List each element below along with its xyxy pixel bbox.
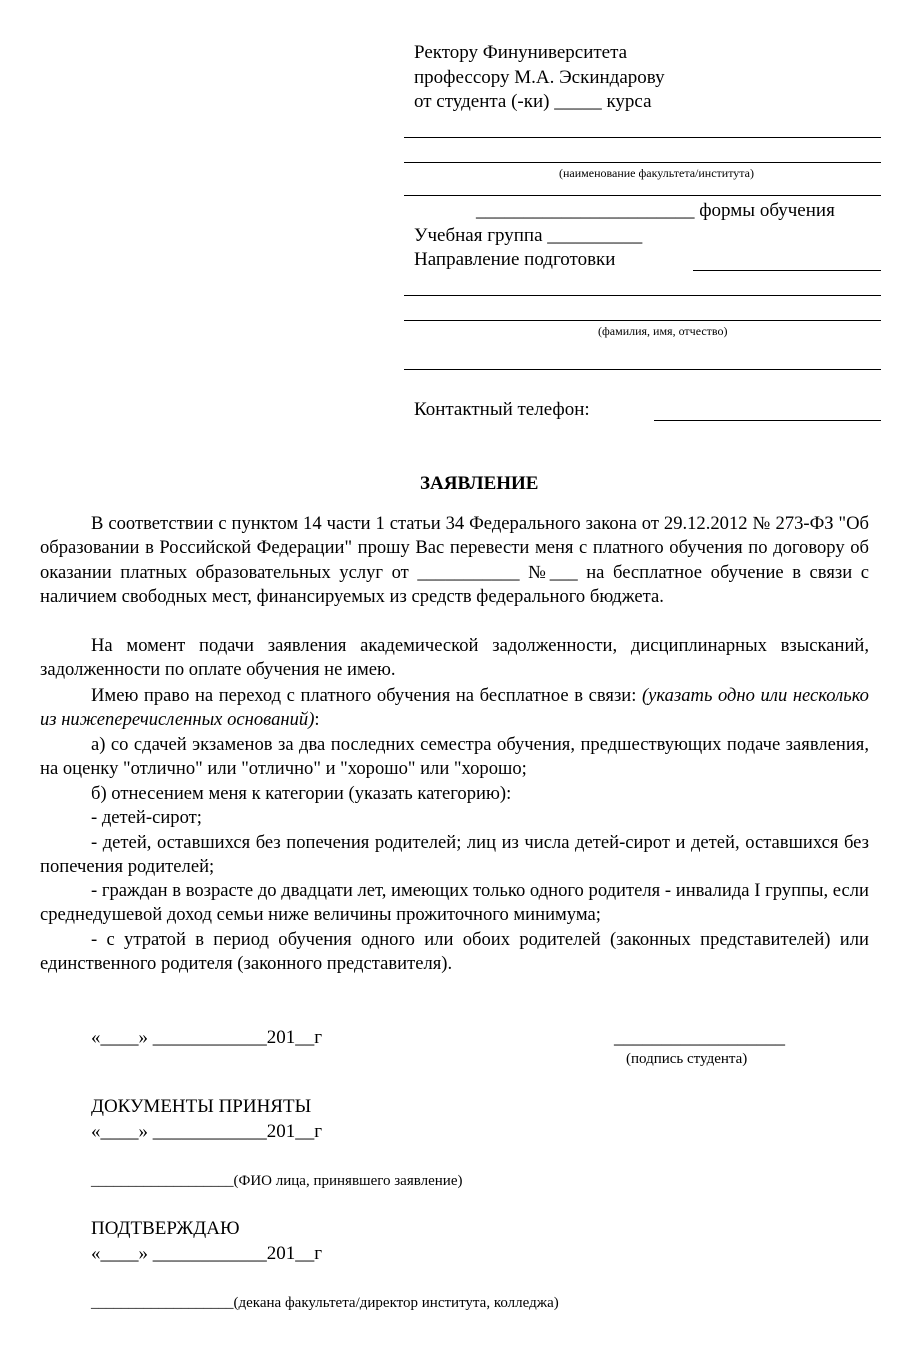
paragraph-loss-of-parents-text: - с утратой в период обучения одного или обоих родителей (законных представителей) или единственного родителя (законного представителя). [40, 929, 869, 975]
paragraph-legal-basis [40, 512, 869, 609]
study-form-line: _______________________ формы обучения [476, 200, 835, 221]
faculty-blank-line-2 [404, 162, 881, 163]
direction-blank-line [693, 270, 881, 271]
accepted-date-line: «____» ____________201__г [91, 1121, 323, 1142]
paragraph-right-italic: (указать одно или несколько из нижеперечисленных оснований) [40, 685, 869, 731]
paragraph-orphans-text: - детей-сирот; [91, 807, 202, 828]
documents-accepted-heading: ДОКУМЕНТЫ ПРИНЯТЫ [91, 1096, 312, 1117]
header-line-professor: профессору М.А. Эскиндарову [414, 67, 665, 88]
accepted-person-line [91, 1172, 462, 1190]
header-line-rector: Ректору Финуниверситета [414, 42, 628, 63]
confirm-person-line [91, 1294, 559, 1312]
header-line-student-course: от студента (-ки) _____ курса [414, 91, 652, 112]
accepted-person-blank: ___________________ [91, 1173, 234, 1189]
fio-blank-line-1 [404, 295, 881, 296]
paragraph-single-parent-text: - граждан в возрасте до двадцати лет, имеющих только одного родителя - инвалида I группы, если среднедушевой доход семьи ниже величины прожиточного минимума; [40, 880, 869, 926]
paragraph-without-parents [40, 831, 869, 880]
accepted-person-caption: (ФИО лица, принявшего заявление) [233, 1173, 463, 1189]
paragraph-single-parent [40, 879, 869, 928]
fio-blank-line-2 [404, 320, 881, 321]
paragraph-option-a-text: а) со сдачей экзаменов за два последних семестра обучения, предшествующих подаче заявления, на оценку "отлично" или "отлично" и "хорошо" или "хорошо; [40, 734, 869, 780]
fio-caption: (фамилия, имя, отчество) [598, 324, 728, 338]
paragraph-right-to-transfer [40, 684, 869, 733]
paragraph-loss-of-parents [40, 928, 869, 977]
phone-blank-line [654, 420, 881, 421]
paragraph-without-parents-text: - детей, оставшихся без попечения родителей; лиц из числа детей-сирот и детей, оставшихся без попечения родителей; [40, 832, 869, 878]
paragraph-right-end: : [314, 709, 320, 731]
confirm-person-caption: (декана факультета/директор института, колледжа) [233, 1295, 559, 1311]
confirm-heading: ПОДТВЕРЖДАЮ [91, 1218, 240, 1239]
confirm-date-line: «____» ____________201__г [91, 1243, 323, 1264]
faculty-blank-line-3 [404, 195, 881, 196]
fio-blank-line-3 [404, 369, 881, 370]
paragraph-legal-basis-text: В соответствии с пунктом 14 части 1 статьи 34 Федерального закона от 29.12.2012 № 273-ФЗ "Об образовании в Российской Федерации" прошу Вас перевести меня с платного обучения по договору об оказании платных образовательных услуг от ___________ №___ на бесплатное обучение в связи с наличием свободных мест, финансируемых из средств федерального бюджета. [40, 513, 869, 607]
paragraph-right-plain: Имею право на переход с платного обучения на бесплатное в связи: [91, 685, 642, 706]
paragraph-no-debts [40, 634, 869, 683]
student-signature-line: __________________ [614, 1027, 785, 1048]
document-title: ЗАЯВЛЕНИЕ [420, 473, 539, 494]
direction-label: Направление подготовки [414, 249, 616, 270]
confirm-person-blank: ___________________ [91, 1295, 234, 1311]
study-group-line: Учебная группа __________ [414, 225, 643, 246]
faculty-caption: (наименование факультета/института) [559, 166, 755, 180]
paragraph-no-debts-text: На момент подачи заявления академической задолженности, дисциплинарных взысканий, задолженности по оплате обучения не имею. [40, 635, 869, 681]
student-signature-caption: (подпись студента) [626, 1051, 748, 1067]
faculty-blank-line-1 [404, 137, 881, 138]
paragraph-orphans [40, 806, 869, 830]
paragraph-option-b-text: б) отнесением меня к категории (указать категорию): [91, 783, 512, 804]
student-date-line: «____» ____________201__г [91, 1027, 323, 1048]
paragraph-option-a [40, 733, 869, 782]
phone-label: Контактный телефон: [414, 399, 590, 420]
paragraph-option-b [40, 782, 869, 806]
